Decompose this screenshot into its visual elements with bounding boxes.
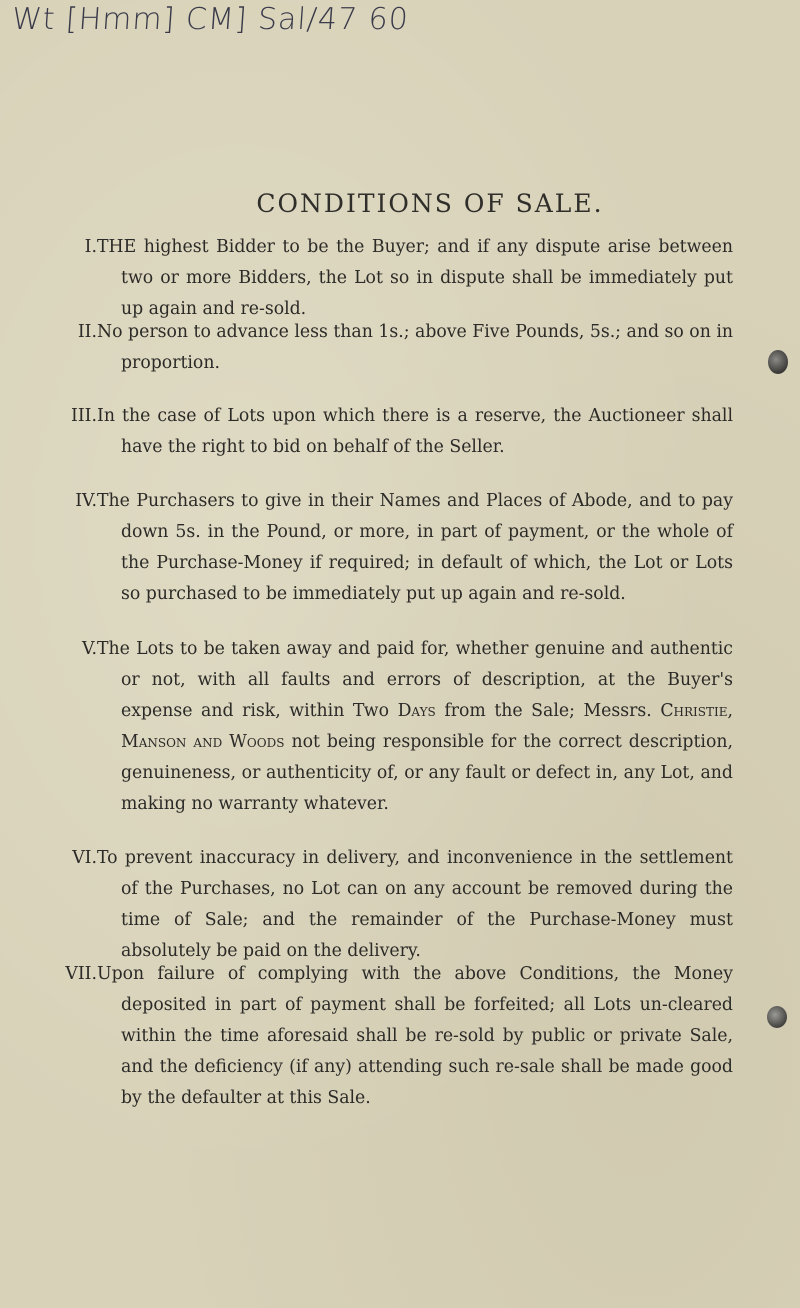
condition-text: The Purchasers to give in their Names and Places of Abode, and to pay down 5s. in the Pound, or more, in part of payment, or the whole of the Purchase-Money if required; in default of which, the Lot or Lots so purchased to be immediately put up again and re-sold. <box>97 491 733 604</box>
condition-numeral: VI. <box>72 848 97 868</box>
condition-numeral: VII. <box>65 964 97 984</box>
condition-text: THE highest Bidder to be the Buyer; and if any dispute arise between two or more Bidders, the Lot so in dispute shall be immediately put up again and re-sold. <box>97 237 733 319</box>
paper-stain <box>768 350 788 374</box>
condition-text-part: from the Sale; Messrs. <box>444 701 652 721</box>
condition-text: Upon failure of complying with the above Conditions, the Money deposited in part of payment shall be forfeited; all Lots un-cleared within the time aforesaid shall be re-sold by public or private Sale, and the deficiency (if any) attending such re-sale shall be made good by the defaulter at this Sale. <box>97 964 733 1108</box>
condition-numeral: III. <box>71 406 97 426</box>
condition-text-smallcaps: Days <box>397 701 436 721</box>
condition-text: No person to advance less than 1s.; above Five Pounds, 5s.; and so on in proportion. <box>97 322 733 373</box>
condition-numeral: I. <box>84 237 97 257</box>
condition-text-smallcaps: Christie, Manson and Woods <box>121 701 733 752</box>
condition-text: To prevent inaccuracy in delivery, and inconvenience in the settlement of the Purchases, no Lot can on any account be removed during the time of Sale; and the remainder of the Purchase-Money must absolutely be paid on the delivery. <box>97 848 733 961</box>
condition-numeral: II. <box>77 322 97 342</box>
page-title: CONDITIONS OF SALE. <box>256 189 604 218</box>
paper-stain <box>767 1006 787 1028</box>
condition-text: In the case of Lots upon which there is a reserve, the Auctioneer shall have the right to bid on behalf of the Seller. <box>97 406 733 457</box>
condition-text-part: not being responsible for the correct description, genuineness, or authenticity of, or any fault or defect in, any Lot, and making no warranty whatever. <box>121 732 733 814</box>
condition-text <box>97 634 733 820</box>
condition-numeral: V. <box>82 639 97 659</box>
condition-numeral: IV. <box>75 491 97 511</box>
handwritten-annotation: Wt [Hmm] CM] Sal/47 60 <box>10 2 410 37</box>
condition-text-part: The Lots to be taken away and paid for, whether genuine and authentic or not, with all faults and errors of description, at the Buyer's expense and risk, within Two <box>97 639 733 721</box>
